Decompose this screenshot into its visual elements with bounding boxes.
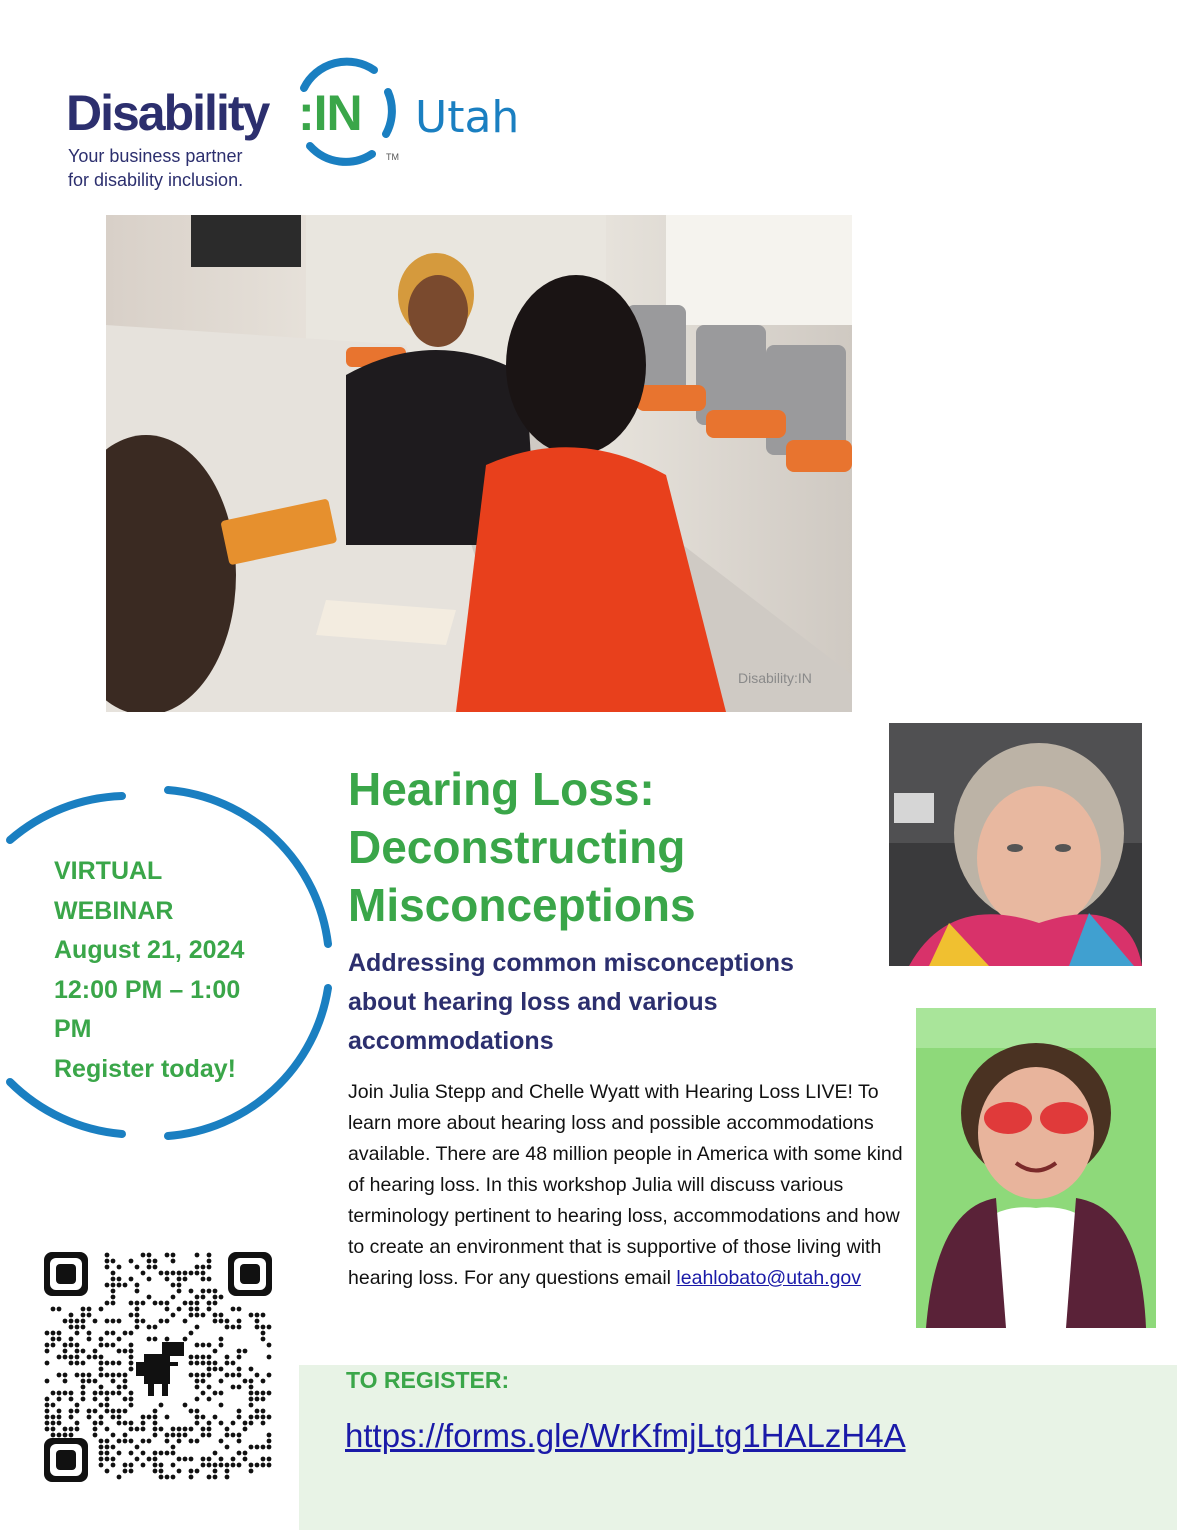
page-title [348,760,868,934]
hero-photo [106,215,852,712]
title-line-2: Deconstructing [348,821,686,873]
logo-trademark: TM [386,152,399,162]
event-type-1: VIRTUAL [54,857,163,885]
event-type-2: WEBINAR [54,896,174,925]
photo-watermark: Disability:IN [738,670,812,686]
event-time-1: 12:00 PM – 1:00 [54,975,241,1004]
logo-mark: :IN [298,85,362,141]
event-details [54,852,294,1089]
logo-region: Utah [415,92,520,143]
logo-tagline-1: Your business partner [68,146,243,166]
meeting-photo-icon [106,215,852,712]
register-panel [299,1365,1177,1530]
description [348,1077,908,1294]
logo-tagline-2: for disability inclusion. [68,170,244,190]
logo [66,54,546,194]
speaker-photo-julia-icon [889,723,1142,966]
event-time-2: PM [54,1015,92,1043]
qr-code-icon[interactable] [44,1252,272,1482]
event-cta: Register today! [54,1054,236,1083]
contact-email-link[interactable]: leahlobato@utah.gov [676,1267,862,1289]
title-line-3: Misconceptions [348,879,696,931]
speaker-photo-chelle [916,1008,1156,1328]
event-date: August 21, 2024 [54,936,245,964]
register-link[interactable]: https://forms.gle/WrKfmjLtg1HALzH4A [345,1417,906,1454]
logo-wordmark: Disability [66,85,269,141]
title-line-1: Hearing Loss: [348,763,655,815]
speaker-photo-chelle-icon [916,1008,1156,1328]
description-text: Join Julia Stepp and Chelle Wyatt with Hearing Loss LIVE! To learn more about hearing loss and possible accommodations available. There are 48 million people in America with some kind of hearing loss. In this workshop Julia will discuss various terminology pertinent to hearing loss, accommodations and how to create an environment that is supportive of those living with hearing loss. For any questions email [348,1081,903,1289]
speaker-photo-julia [889,723,1142,966]
subtitle: Addressing common misconceptions about hearing loss and various accommodations [348,949,794,1055]
register-label: TO REGISTER: [346,1367,510,1393]
